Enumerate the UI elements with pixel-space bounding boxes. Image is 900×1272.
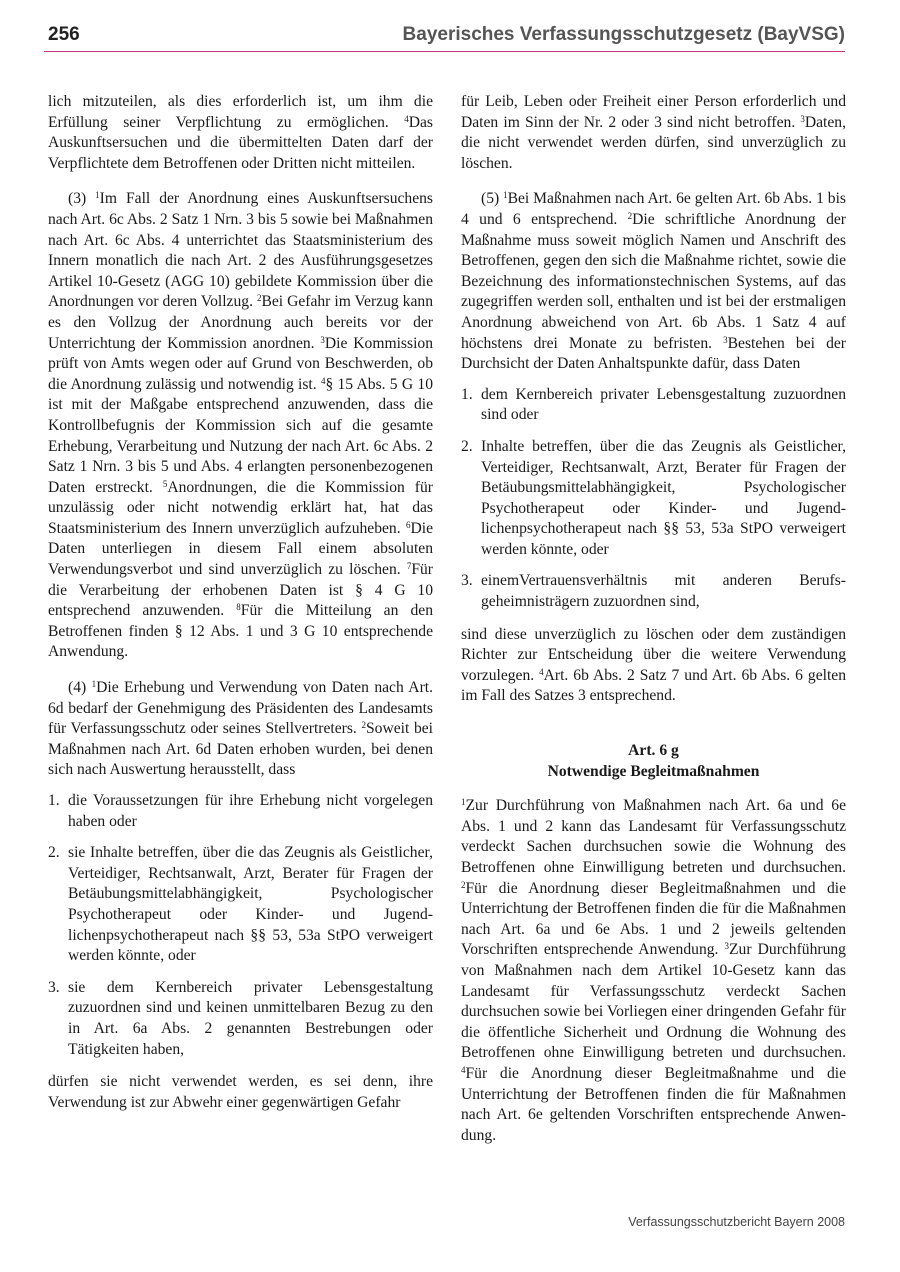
text: Für die Anordnung dieser Begleitmaßnahme und die Unterrichtung der Betroffenen finden die für Maßnahmen nach Art. 6e geltenden Vorschriften entsprechende Anwendung.	[461, 1064, 846, 1144]
list-number: 1.	[48, 792, 60, 809]
list-number: 2.	[461, 437, 473, 455]
right-column	[461, 92, 846, 1161]
list-number: 3.	[48, 978, 60, 996]
list-text: sie dem Kernbereich privater Lebensgestaltung zuzuordnen sind und keinen unmittelbaren Bezug zu den in Art. 6a Abs. 2 genannten Bestrebungen oder Tätigkeiten haben,	[68, 978, 433, 1058]
text: Die schriftliche Anordnung der Maßnahme muss soweit möglich Namen und Anschrift des Betroffenen, gegen den sich die Maßnahme richtet, sowie die Bezeichnung des informationstechnischen Systems, auf das zugegriffen werden soll, enthalten und ist bei der erstmaligen Anordnung abweichend von Art. 6b Abs. 1 Satz 4 auf höchstens drei Monate zu befristen.	[461, 210, 846, 352]
sentence-number: 1	[91, 679, 97, 690]
text: § 15 Abs. 5 G 10 ist mit der Maßgabe entsprechend anzuwenden, dass die Kontrollbefugnis der Kommission sich auf die gesamte Erhebung, Verarbeitung und Nutzung der nach Art. 6c Abs. 2 Satz 1 Nrn. 3 bis 5 und Abs. 4 erlangten personenbezogenen Daten erstreckt.	[48, 375, 433, 496]
text: Im Fall der Anordnung eines Auskunftsersuchens nach Art. 6c Abs. 2 Satz 1 Nrn. 3 bis 5 sowie bei Maßnahmen nach Art. 6c Abs. 4 unterrichtet das Staatsministerium des Innern monatlich die nach Art. 2 des Ausführungsgesetzes Artikel 10-Gesetz (AGG 10) gebildete Kommission über die Anordnungen vor deren Vollzug.	[48, 190, 433, 311]
page-header	[48, 22, 845, 52]
text: für Leib, Leben oder Freiheit einer Person erforderlich und Daten im Sinn der Nr. 2 oder 3 sind nicht betroffen.	[461, 93, 846, 131]
text: Die Daten unterliegen in diesem Fall einem absoluten Verwendungsverbot und sind unverzüglich zu löschen.	[48, 519, 433, 579]
text: Das Auskunftsersuchen und die übermittelten Daten darf der Verpflichtete dem Betroffenen oder Dritten nicht mitteilen.	[48, 113, 433, 172]
sentence-number: 3	[320, 334, 325, 345]
sentence-number: 4	[404, 113, 409, 124]
text: Für die Mitteilung an den Betroffenen finden § 12 Abs. 1 und 3 G 10 entsprechende Anwendung.	[48, 602, 433, 661]
paragraph-continuation: dürfen sie nicht verwendet werden, es sei denn, ihre Verwendung ist zur Abwehr einer gegenwärtigen Gefahr	[48, 1073, 433, 1111]
sentence-number: 8	[236, 602, 241, 613]
text: Art. 6b Abs. 2 Satz 7 und Art. 6b Abs. 6 gelten im Fall des Satzes 3 entsprechend.	[461, 666, 846, 705]
header-rule	[44, 51, 845, 52]
paragraph-5	[461, 189, 846, 374]
sentence-number: 4	[461, 1064, 466, 1075]
sentence-number: 2	[361, 720, 366, 731]
list-text: Inhalte betreffen, über die das Zeugnis als Geistlicher, Verteidiger, Rechtsanwalt, Arzt, Berater für Fragen der Betäubungsmittelabhängigkeit, Psychologischer Psychotherapeut oder Kinder- und Jugendlichenpsychotherapeut nach §§ 53, 53a StPO verweigert werden könnte, oder	[481, 437, 846, 558]
sentence-number: 7	[406, 561, 412, 572]
paragraph-label: (5)	[481, 190, 504, 208]
left-column	[48, 92, 433, 1128]
list-text: die Voraussetzungen für ihre Erhebung nicht vorgelegen haben oder	[68, 792, 433, 830]
text: Bestehen bei der Durchsicht der Daten Anhaltspunkte dafür, dass Daten	[461, 334, 846, 373]
list-item	[48, 791, 433, 832]
sentence-number: 1	[95, 190, 100, 201]
sentence-number: 3	[723, 334, 728, 345]
text: Für die Verarbeitung der erhobenen Daten ist § 4 G 10 entsprechend anzuwenden.	[48, 561, 433, 620]
sentence-number: 2	[627, 210, 633, 221]
list-number: 2.	[48, 844, 60, 862]
sentence-number: 2	[461, 879, 466, 890]
text: Die Kommission prüft von Amts wegen oder auf Grund von Beschwerden, ob die Anordnung zulässig und notwendig ist.	[48, 334, 433, 393]
sentence-number: 1	[503, 190, 508, 201]
sentence-number: 2	[256, 293, 262, 304]
paragraph-continuation	[461, 625, 846, 707]
page-footer: Verfassungsschutzbericht Bayern 2008	[628, 1215, 845, 1229]
text: Soweit bei Maßnahmen nach Art. 6d Daten erhoben wurden, bei denen sich nach Auswertung herausstellt, dass	[48, 720, 433, 779]
text: Zur Durchführung von Maßnahmen nach dem Artikel 10-Gesetz kann das Landesamt für Verfassungsschutz verdeckt Sachen durchsuchen sowie bei Vorliegen einer dringenden Gefahr für die öffentliche Sicherheit und Ordnung die Wohnung des Betroffenen ohne Einwilligung betreten und durchsuchen.	[461, 941, 846, 1062]
list-item	[461, 437, 846, 561]
running-title: Bayerisches Verfassungsschutzgesetz (BayVSG)	[402, 24, 845, 45]
list-item	[461, 385, 846, 426]
paragraph-continuation	[48, 92, 433, 174]
sentence-number: 5	[162, 478, 168, 489]
text: Daten, die nicht verwendet werden dürfen, sind unverzüglich zu löschen.	[461, 113, 846, 172]
list-item	[461, 571, 846, 612]
sentence-number: 6	[405, 519, 411, 530]
list-paragraph-4	[48, 791, 433, 1060]
sentence-number: 1	[461, 797, 466, 808]
list-text: dem Kernbereich privater Lebensgestaltung zuzuordnen sind oder	[481, 385, 846, 424]
text: lich mitzuteilen, als dies erforderlich ist, um ihm die Erfüllung seiner Verpflichtung zu ermöglichen.	[48, 93, 433, 131]
text: sind diese unverzüglich zu löschen oder dem zuständigen Richter zur Entscheidung über die weitere Verwendung vorzulegen.	[461, 625, 846, 684]
article-title: Notwendige Begleitmaßnahmen	[547, 762, 760, 780]
paragraph-label: (4)	[68, 679, 92, 697]
sentence-number: 4	[539, 666, 544, 677]
sentence-number: 3	[800, 113, 805, 124]
paragraph-3	[48, 189, 433, 663]
sentence-number: 3	[724, 941, 730, 952]
paragraph-label: (3)	[68, 190, 96, 208]
text: Für die Anordnung dieser Begleitmaßnahmen und die Unterrichtung der Betroffenen finden die für die Maßnahmen nach Art. 6a und 6e Abs. 1 und 2 jeweils geltenden Vorschriften entsprechende Anwendung.	[461, 879, 846, 959]
article-text	[461, 796, 846, 1146]
list-text: einemVertrauensverhältnis mit anderen Berufsgeheimnisträgern zuzuordnen sind,	[481, 572, 846, 611]
paragraph-continuation	[461, 92, 846, 174]
list-item	[48, 843, 433, 967]
text: Zur Durchführung von Maßnahmen nach Art. 6a und 6e Abs. 1 und 2 kann das Landesamt für Verfassungsschutz verdeckt Sachen durchsuchen sowie die Wohnung des Betroffenen ohne Einwilligung betreten und durchsuchen.	[461, 797, 846, 876]
list-number: 3.	[461, 572, 473, 590]
text: Bei Maßnahmen nach Art. 6e gelten Art. 6b Abs. 1 bis 4 und 6 entsprechend.	[461, 190, 846, 228]
list-text: sie Inhalte betreffen, über die das Zeugnis als Geistlicher, Verteidiger, Rechtsanwalt, Arzt, Berater für Fragen der Betäubungsmittelabhängigkeit, Psychologischer Psychotherapeut oder Kinder- und Jugendlichenpsychotherapeut nach §§ 53, 53a StPO verweigert werden könnte, oder	[68, 844, 433, 965]
page-number: 256	[48, 24, 80, 45]
article-heading	[461, 741, 846, 782]
text: Die Erhebung und Verwendung von Daten nach Art. 6d bedarf der Genehmigung des Präsidenten des Landesamts für Verfassungsschutz oder seines Stellvertreters.	[48, 679, 433, 738]
text: Bei Gefahr im Verzug kann es den Vollzug der Anordnung auch bereits vor der Unterrichtung der Kommission anordnen.	[48, 293, 433, 352]
list-item	[48, 978, 433, 1060]
sentence-number: 4	[320, 375, 326, 386]
list-paragraph-5	[461, 385, 846, 613]
paragraph-4	[48, 678, 433, 781]
article-number: Art. 6 g	[628, 742, 679, 760]
list-number: 1.	[461, 385, 473, 403]
text: Anordnungen, die die Kommission für unzulässig oder nicht notwendig erklärt hat, hat das Staatsministerium des Innern unverzüglich aufzuheben.	[48, 478, 433, 537]
